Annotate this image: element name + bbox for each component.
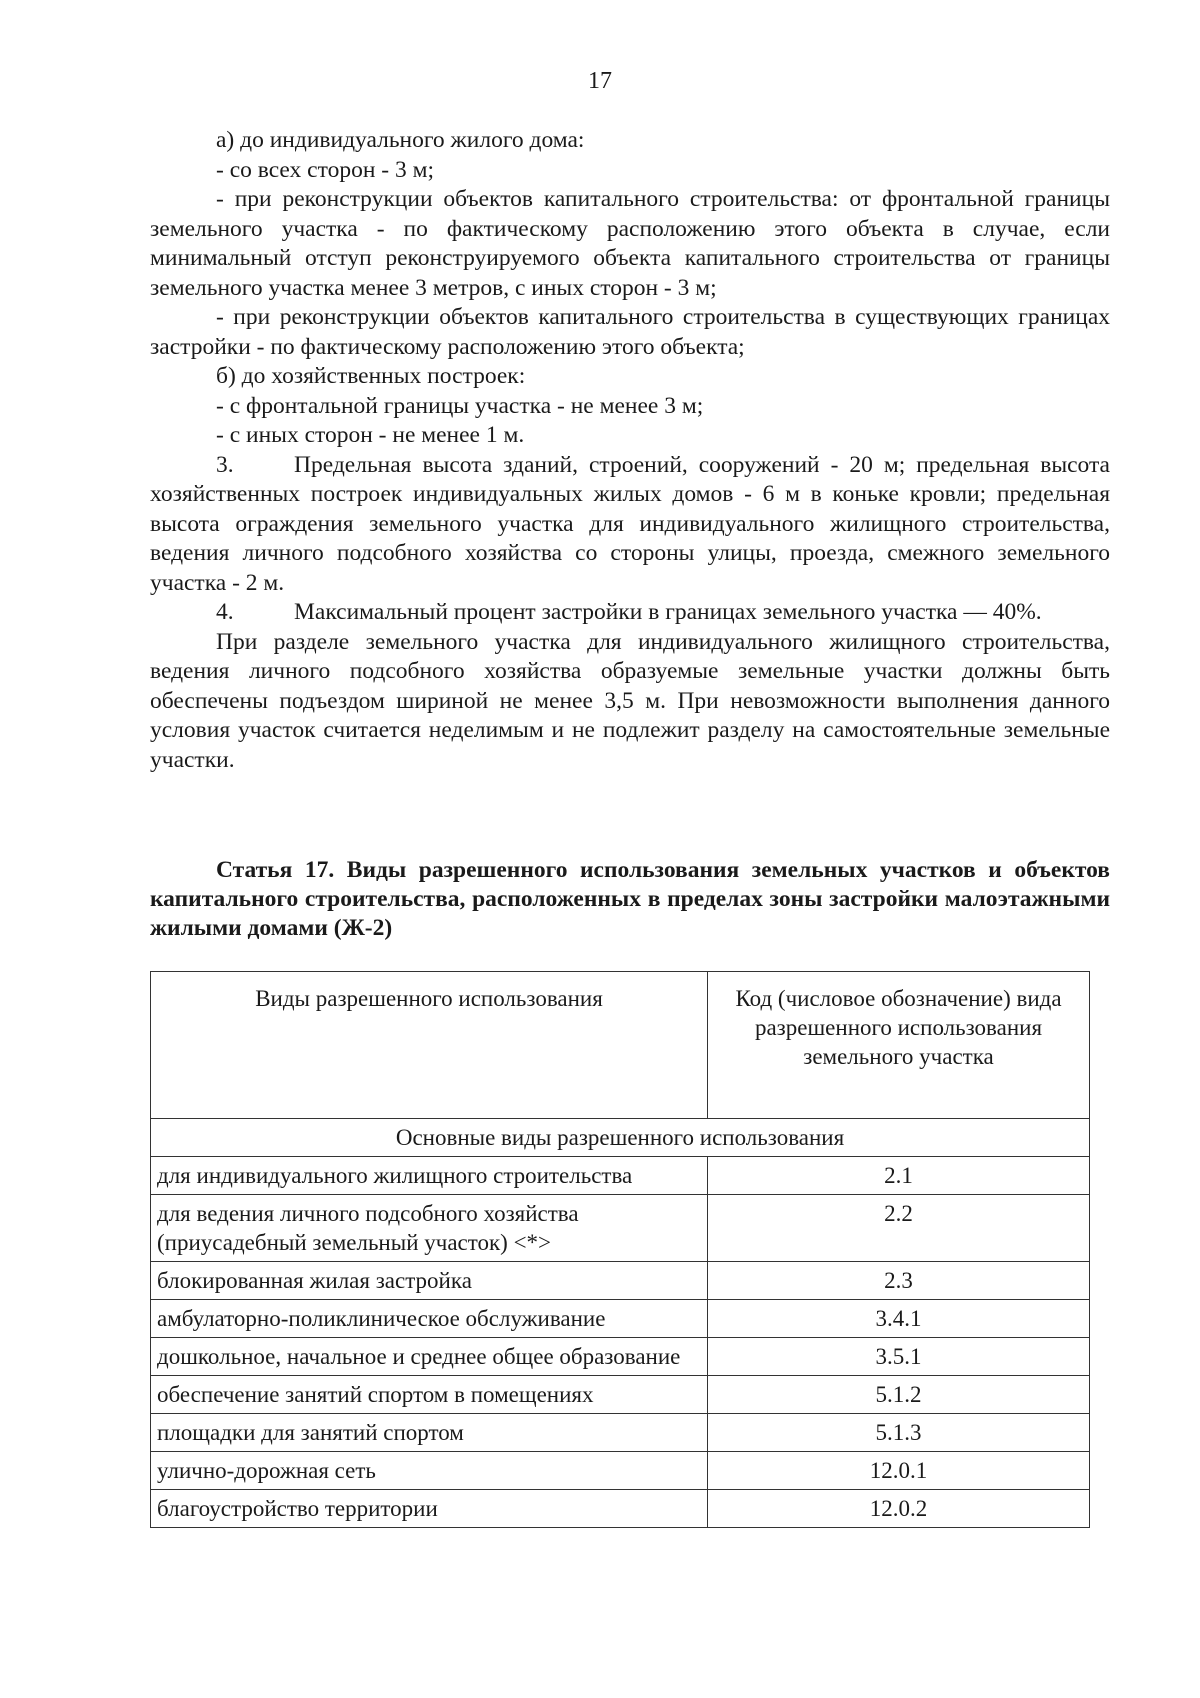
table-row [151,1490,1090,1528]
table-section-row [151,1119,1090,1157]
table-row [151,1300,1090,1338]
use-code-cell: 2.1 [708,1157,1090,1195]
table-row [151,1452,1090,1490]
numbered-paragraph [150,598,1110,628]
paragraph-number: 3. [216,451,234,478]
article-heading: Статья 17. Виды разрешенного использования земельных участков и объектов капитального строительства, расположенных в пределах зоны застройки малоэтажными жилыми домами (Ж-2) [150,857,1110,941]
numbered-paragraph [150,451,1110,599]
table-row [151,1262,1090,1300]
table-header-row [151,972,1090,1119]
use-code-cell: 3.4.1 [708,1300,1090,1338]
paragraph: - при реконструкции объектов капитального строительства в существующих границах застройки - по фактическому расположению этого объекта; [150,304,1110,360]
paragraph: При разделе земельного участка для индивидуального жилищного строительства, ведения личного подсобного хозяйства образуемые земельные участки должны быть обеспечены подъездом шириной не менее 3,5 м. При невозможности выполнения данного условия участок считается неделимым и не подлежит разделу на самостоятельные земельные участки. [150,628,1110,773]
use-name-cell: благоустройство территории [151,1490,708,1528]
use-code-cell: 5.1.2 [708,1376,1090,1414]
paragraph: - с фронтальной границы участка - не менее 3 м; [216,392,704,419]
table-row [151,1157,1090,1195]
paragraph-number: 4. [216,599,234,625]
page-number: 17 [588,68,612,94]
paragraph-text: Предельная высота зданий, строений, сооружений - 20 м; предельная высота хозяйственных построек индивидуальных жилых домов - 6 м в коньке кровли; предельная высота ограждения земельного участка для индивидуального жилищного строительства, ведения личного подсобного хозяйства со стороны улицы, проезда, смежного земельного участка - 2 м. [150,451,1110,596]
use-name-cell: обеспечение занятий спортом в помещениях [151,1376,708,1414]
use-code-cell: 3.5.1 [708,1338,1090,1376]
body-text [150,126,1110,775]
permitted-use-table [150,971,1090,1528]
use-name-cell: площадки для занятий спортом [151,1414,708,1452]
table-row [151,1338,1090,1376]
paragraph: а) до индивидуального жилого дома: [216,127,585,153]
use-name-cell: блокированная жилая застройка [151,1262,708,1300]
use-code-cell: 5.1.3 [708,1414,1090,1452]
header-name-cell: Виды разрешенного использования [151,972,708,1119]
use-name-cell: улично-дорожная сеть [151,1452,708,1490]
paragraph: - со всех сторон - 3 м; [216,156,434,183]
use-name-cell: для индивидуального жилищного строительства [151,1157,708,1195]
use-code-cell: 12.0.1 [708,1452,1090,1490]
table-row [151,1376,1090,1414]
paragraph-text: Максимальный процент застройки в границах земельного участка — 40%. [294,599,1042,625]
paragraph: - при реконструкции объектов капитального строительства: от фронтальной границы земельного участка - по фактическому расположению этого объекта в случае, если минимальный отступ реконструируемого объекта капитального строительства от границы земельного участка менее 3 метров, с иных сторон - 3 м; [150,186,1110,301]
use-name-cell: амбулаторно-поликлиническое обслуживание [151,1300,708,1338]
table-row [151,1414,1090,1452]
use-code-cell: 2.2 [708,1195,1090,1262]
paragraph: б) до хозяйственных построек: [216,363,526,389]
use-name-cell: дошкольное, начальное и среднее общее образование [151,1338,708,1376]
header-code-cell: Код (числовое обозначение) вида разрешенного использования земельного участка [708,972,1090,1119]
paragraph: - с иных сторон - не менее 1 м. [216,422,525,448]
use-code-cell: 2.3 [708,1262,1090,1300]
use-code-cell: 12.0.2 [708,1490,1090,1528]
section-title-cell: Основные виды разрешенного использования [151,1119,1090,1157]
use-name-cell: для ведения личного подсобного хозяйства (приусадебный земельный участок) <*> [151,1195,708,1262]
table-row [151,1195,1090,1262]
